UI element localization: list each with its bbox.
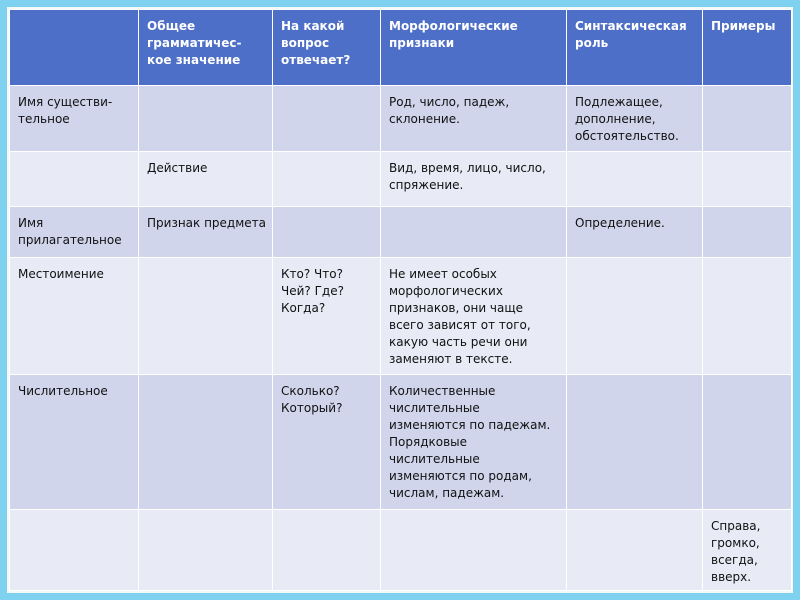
table-cell [10,509,139,590]
table-cell [703,375,792,510]
table-cell: Количественные числительные изменяются по падежам. Порядковые числительные изменяются по родам, числам, падежам. [381,375,567,510]
table-cell [703,257,792,374]
table-row [10,152,792,207]
table-cell [139,257,273,374]
header-cell-empty [10,10,139,86]
table-cell: Определение. [567,207,703,257]
table-cell: Местоимение [10,257,139,374]
table-cell [273,152,381,207]
table-cell [567,257,703,374]
table-cell: Вид, время, лицо, число, спряжение. [381,152,567,207]
table-cell: Числительное [10,375,139,510]
table-cell [139,509,273,590]
table-cell: Род, число, падеж, склонение. [381,86,567,152]
header-cell-syntax: Синтаксическая роль [567,10,703,86]
table-cell [273,207,381,257]
table-cell [567,375,703,510]
table-cell [381,207,567,257]
table-cell [139,86,273,152]
parts-of-speech-table [9,9,792,591]
table-row [10,257,792,374]
table-cell: Кто? Что? Чей? Где? Когда? [273,257,381,374]
table-cell: Подлежащее, дополнение, обстоятельство. [567,86,703,152]
table-row [10,509,792,590]
table-cell [273,509,381,590]
table-header-row [10,10,792,86]
table-cell [10,152,139,207]
table-cell: Имя прилагательное [10,207,139,257]
table-row [10,207,792,257]
header-cell-question: На какой вопрос отвечает? [273,10,381,86]
table-cell [139,375,273,510]
header-cell-meaning: Общее грамматичес- кое значение [139,10,273,86]
table-cell: Справа, громко, всегда, вверх. [703,509,792,590]
table-row [10,375,792,510]
table-cell [703,152,792,207]
table-cell: Признак предмета [139,207,273,257]
table-cell: Действие [139,152,273,207]
table-cell [567,152,703,207]
table-cell [381,509,567,590]
table-row [10,86,792,152]
table-cell: Имя существи- тельное [10,86,139,152]
header-cell-morphology: Морфологические признаки [381,10,567,86]
table-cell: Не имеет особых морфологических признаков, они чаще всего зависят от того, какую часть речи они заменяют в тексте. [381,257,567,374]
table-cell [273,86,381,152]
table-cell [703,207,792,257]
table-cell [703,86,792,152]
header-cell-examples: Примеры [703,10,792,86]
table-cell [567,509,703,590]
table-cell: Сколько? Который? [273,375,381,510]
